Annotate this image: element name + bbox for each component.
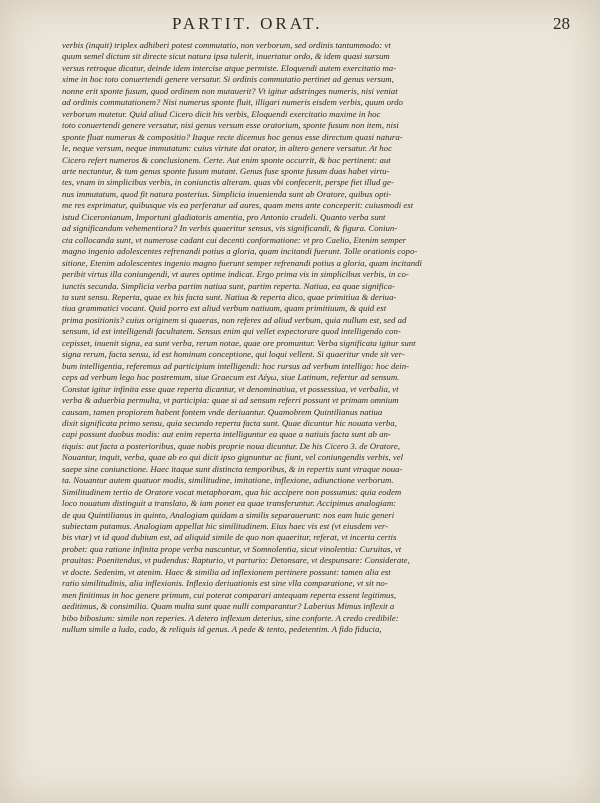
text-line: cepisset, inuenit signa, ea sunt verba, rerum notae, quae ore promuntur. Verba significata igitur sunt — [62, 337, 416, 348]
text-line: sitione, Etenim adolescentes ingenio magno fuerunt semper refrenandi potius a gloria, quam incitandi — [62, 257, 422, 268]
text-line: ta sunt sensu. Reperta, quae ex his facta sunt. Natiua & reperta dico, quae primitiua & deriua- — [62, 291, 397, 302]
text-line: Nouantur, inquit, verba, quae ab eo qui dicit ipso gignuntur ac fiunt, vel coniungendis verbis, vel — [62, 452, 404, 463]
text-line: quum semel dictum sit directe sicut natura ipsa tulerit, inuertatur ordo, & idem quasi sursum — [62, 51, 390, 62]
text-line: dixit significata primo sensu, quia secundo reperta facta sunt. Quae dicuntur hic nouata verba, — [62, 417, 397, 428]
text-line: prauitas: Poenitendus, vt pudendus: Rapturio, vt parturio: Detonsare, vt despunsare: Considerate, — [62, 555, 410, 566]
page-number: 28 — [553, 14, 570, 33]
text-line: sensum, id est intelligendi facultatem. Sensus enim qui vellet expectorare quod intelligendo con- — [62, 326, 401, 337]
text-line: ta. Nouantur autem quatuor modis, similitudine, imitatione, inflexione, adiunctione verborum. — [62, 475, 394, 486]
running-title: PARTIT. ORAT. — [172, 14, 323, 33]
text-line: magno ingenio adolescentes refrenandi potius a gloria, quam incitandi fuerunt. Tolle orationis copo- — [62, 246, 418, 257]
text-line: loco nouatum distinguit a translato, & iam ponet ea quae transferuntur. Accipimus analogiam: — [62, 498, 397, 509]
page-header — [60, 14, 570, 36]
text-line: nullum simile a ludo, cado, & reliquis id genus. A pede & tento, pedetentim. A fido fiducia, — [62, 624, 382, 635]
text-line: de qua Quintilianus in quinto, Analogiam quidam a similis separauerunt: nos eam huic generi — [62, 509, 395, 520]
text-line: me res exprimatur, quibusque vis ea perferatur ad aures, quam mens ante conceperit: cuiusmodi est — [62, 200, 414, 211]
text-line: ad ordinis commutationem? Nisi numerus sponte fluit, illigari numeris eisdem verbis, quum ordo — [62, 97, 403, 108]
text-line: verborum mutetur. Quid aliud Cicero dicit his verbis, Eloquendi exercitatio maxime in hoc — [62, 108, 381, 119]
text-line: arte nectuntur, & tum genus sponte fusum mutant. Genus fuse sponte fusum duas habet virtu- — [62, 165, 390, 176]
text-line: aeditimus, & consimilia. Quam multa sunt quae nulli comparantur? Laberius Mimus inflexit a — [62, 601, 395, 612]
text-line: prima positionis? cuius originem si quaeras, non referes ad aliud verbum, quia nullum est, sed ad — [62, 314, 407, 325]
text-line: signa rerum, facta sensu, id est hominum conceptione, qui loqui vellent. Si quaeritur vnde sit ver- — [62, 349, 405, 360]
text-line: tes, vnam in simplicibus verbis, in coniunctis alteram. quas vbi confecerit, perspe fiet illud ge- — [62, 177, 394, 188]
text-line: verbis (inquit) triplex adhiberi potest commutatio, non verborum, sed ordinis tantummodo: vt — [62, 40, 391, 50]
text-line: bibo bibosium: simile non reperies. A detero inflexum deterius, sine conforte. A credo credibile: — [62, 612, 399, 623]
text-line: xime in hoc toto conuertendi genere versatur. Si ordinis commutatio pertinet ad genus versum, — [62, 74, 394, 85]
body-text — [62, 40, 568, 636]
text-line: peribit virtus illa coniungendi, vt aures optime indicat. Ergo prima vis in simplicibus verbis, in co- — [62, 269, 409, 280]
text-line: saepe sine coniunctione. Haec itaque sunt distincta temporibus, & in repertis sunt vtraque noua- — [62, 463, 403, 474]
text-line: toto conuertendi genere versatur, nisi genus versum esse oratorium, sponte fusum non item, nisi — [62, 120, 399, 131]
text-line: subiectam putamus. Analogiam appellat hic similitudinem. Eius haec vis est (vt eiusdem ver- — [62, 521, 389, 532]
text-line: versus retroque dicatur, deinde idem intercise atque permiste. Eloquendi autem exercitatio ma- — [62, 62, 397, 73]
text-line: causam, tamen propiorem habent fontem vnde deriuantur. Quamobrem Quintilianus natiua — [62, 406, 383, 417]
text-line: istud Ciceronianum, Importuni gladiatoris amentia, pro Antonio crudeli. Quanto verba sunt — [62, 211, 386, 222]
text-line: iunctis secunda. Simplicia verba partim natiua sunt, partim reperta. Natiua, ea quae significa- — [62, 280, 395, 291]
text-line: bum intelligentia, referemus ad participium intelligendi: hoc rursus ad verbum intelligo: hoc dein- — [62, 360, 410, 371]
text-line: nonne erit sponte fusum, quod ordinem non mutauerit? Vt igitur adstringes numeris, nisi veniat — [62, 85, 398, 96]
text-line: vt docte. Sedenim, vt atenim. Haec & similia ad inflexionem pertinere possunt: tamen alia est — [62, 566, 391, 577]
text-line: tiua grammatici vocant. Quid porro est aliud verbum natiuum, quam primitiuum, & quid est — [62, 303, 387, 314]
text-line: bis vtar) vt id quod dubium est, ad aliquid simile de quo non quaeritur, referat, vt incerta certis — [62, 532, 397, 543]
text-line: le, neque versum, neque immutatum: cuius virtute dat orator, in altero genere versatur. At hoc — [62, 143, 392, 154]
text-line: cta collocanda sunt, vt numerose cadant cui decenti conformatione: vt pro Caelio, Etenim semper — [62, 234, 407, 245]
text-line: sponte fluat numerus & compositio? Itaque recte dicemus hoc genus esse directum quasi natura- — [62, 131, 403, 142]
text-line: ratio similitudinis, alia inflexionis. Inflexio deriuationis est sine vlla comparatione, vt sit no- — [62, 578, 388, 589]
text-line: Similitudinem tertio de Oratore vocat metaphoram, qua hic accipere non possumus: quia eodem — [62, 486, 402, 497]
text-line: nus immutatum, quod fit natura posterius. Simplicia inuenienda sunt ab Oratore, quibus opti- — [62, 188, 392, 199]
text-line: Cicero refert numeros & conclusionem. Certe. Aut enim sponte occurrit, & hoc pertinent: aut — [62, 154, 391, 165]
text-line: capi possunt duobus modis: aut enim reperta intelliguntur ea quae a natiuis facta sunt ab an- — [62, 429, 391, 440]
text-line: tiquis: aut facta a posterioribus, quae nobis proprie noua dicuntur. De his Cicero 3. de Oratore, — [62, 440, 400, 451]
text-line: verba & aduerbia permulta, vt participia: quae si ad sensum referri possunt vt primam omnium — [62, 395, 399, 406]
text-line: Constat igitur infinita esse quae reperta dicantur, vt denominatiua, vt possessiua, vt verbalia, vt — [62, 383, 399, 394]
text-line: ceps ad verbum lego hoc postremum, siue Graecum est Λέγω, siue Latinum, refertur ad sensum. — [62, 372, 400, 383]
text-line: men finitimus in hoc genere primum, cui poterat comparari antequam reperta essent legitimus, — [62, 589, 397, 600]
text-line: probet: qua ratione infinita prope verba nascuntur, vt Somnolentia, sicut vinolentia: Curuitas, vt — [62, 543, 402, 554]
text-line: ad significandum vehementiora? In verbis quaeritur sensus, vis significandi, & figura. Coniun- — [62, 223, 398, 234]
